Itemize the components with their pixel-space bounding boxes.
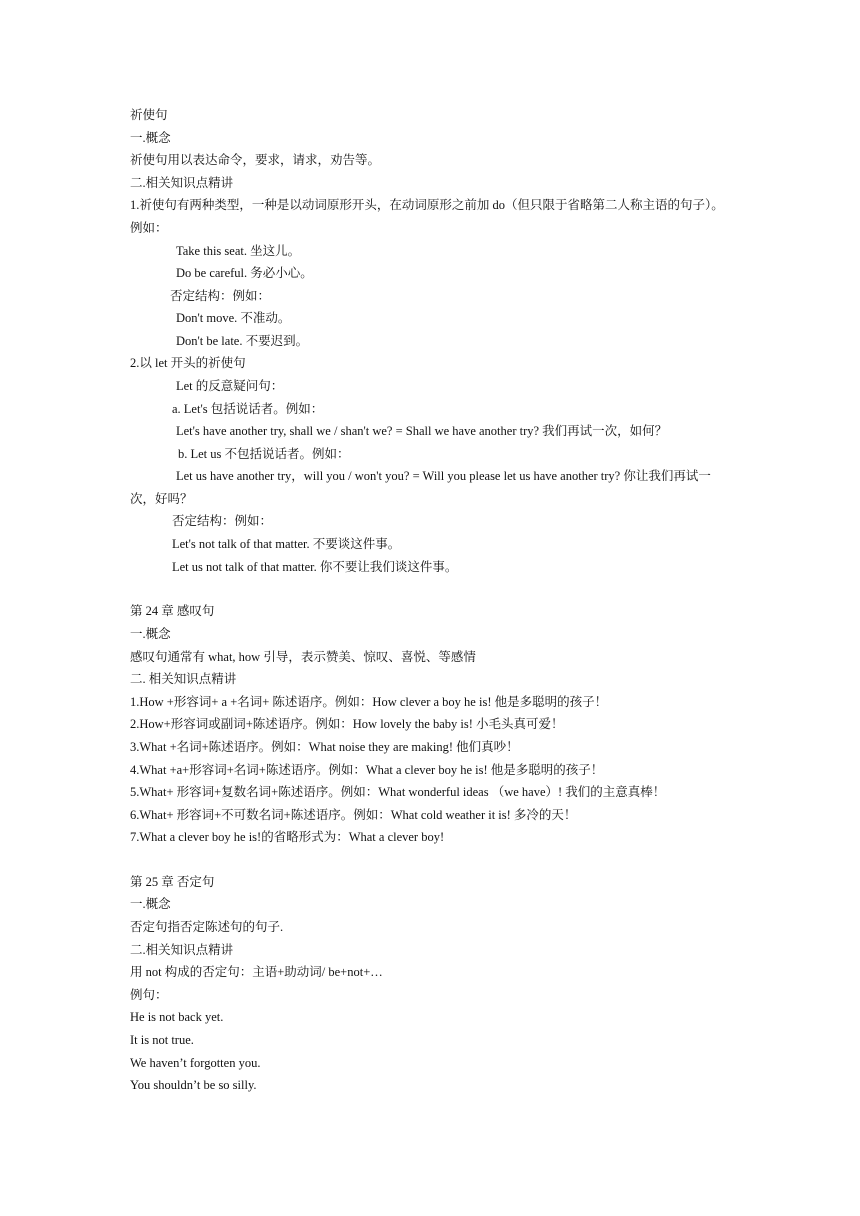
concept-text: 否定句指否定陈述句的句子. — [130, 920, 284, 934]
example-line: Don't be late. 不要迟到。 — [176, 334, 309, 348]
sub-point-b: b. Let us 不包括说话者。例如： — [178, 447, 350, 461]
concept-heading: 一.概念 — [130, 131, 171, 145]
example-line: Don't move. 不准动。 — [176, 311, 291, 325]
section-title-imperative: 祈使句 — [130, 108, 168, 122]
negative-structure-heading: 否定结构：例如： — [170, 289, 271, 303]
example-line: Do be careful. 务必小心。 — [176, 266, 313, 280]
concept-heading: 一.概念 — [130, 627, 171, 641]
rule-line: 7.What a clever boy he is!的省略形式为：What a clever boy! — [130, 830, 445, 844]
sub-point-a: a. Let's 包括说话者。例如： — [172, 402, 324, 416]
rule-line: 3.What +名词+陈述语序。例如：What noise they are making! 他们真吵！ — [130, 740, 519, 754]
examples-label: 例句： — [130, 988, 168, 1002]
concept-heading: 一.概念 — [130, 897, 171, 911]
point-1-line-1: 1.祈使句有两种类型，一种是以动词原形开头，在动词原形之前加 do（但只限于省略第二人称主语的句子）。 — [130, 198, 724, 212]
example-sentence: You shouldn’t be so silly. — [130, 1078, 257, 1092]
example-sentence: He is not back yet. — [130, 1010, 224, 1024]
rule-line: 1.How +形容词+ a +名词+ 陈述语序。例如：How clever a boy he is! 他是多聪明的孩子！ — [130, 695, 608, 709]
concept-text: 感叹句通常有 what, how 引导，表示赞美、惊叹、喜悦、等感情 — [130, 650, 476, 664]
point-2: 2.以 let 开头的祈使句 — [130, 356, 246, 370]
structure-line: 用 not 构成的否定句：主语+助动词/ be+not+… — [130, 965, 383, 979]
knowledge-heading: 二. 相关知识点精讲 — [130, 672, 237, 686]
example-line: Let's have another try, shall we / shan't we? = Shall we have another try? 我们再试一次，如何？ — [176, 424, 668, 438]
rule-line: 5.What+ 形容词+复数名词+陈述语序。例如：What wonderful ideas （we have）! 我们的主意真棒！ — [130, 785, 666, 799]
example-sentence: We haven’t forgotten you. — [130, 1056, 261, 1070]
negative-structure-heading: 否定结构：例如： — [172, 514, 273, 528]
knowledge-heading: 二.相关知识点精讲 — [130, 943, 234, 957]
example-line: Let us have another try，will you / won't you? = Will you please let us have another try? 你让我们再试一 — [176, 469, 711, 483]
let-tag-question: Let 的反意疑问句： — [176, 379, 284, 393]
chapter-25-title: 第 25 章 否定句 — [130, 875, 215, 889]
example-sentence: It is not true. — [130, 1033, 194, 1047]
point-1-line-2: 例如： — [130, 221, 168, 235]
example-line-continued: 次，好吗？ — [130, 492, 193, 506]
rule-line: 4.What +a+形容词+名词+陈述语序。例如：What a clever boy he is! 他是多聪明的孩子！ — [130, 763, 604, 777]
knowledge-heading: 二.相关知识点精讲 — [130, 176, 234, 190]
concept-text: 祈使句用以表达命令，要求，请求，劝告等。 — [130, 153, 381, 167]
example-line: Let's not talk of that matter. 不要谈这件事。 — [172, 537, 401, 551]
example-line: Take this seat. 坐这儿。 — [176, 244, 301, 258]
chapter-24-title: 第 24 章 感叹句 — [130, 604, 215, 618]
example-line: Let us not talk of that matter. 你不要让我们谈这件事。 — [172, 560, 458, 574]
rule-line: 6.What+ 形容词+不可数名词+陈述语序。例如：What cold weather it is! 多冷的天！ — [130, 808, 577, 822]
rule-line: 2.How+形容词或副词+陈述语序。例如：How lovely the baby is! 小毛头真可爱！ — [130, 717, 564, 731]
